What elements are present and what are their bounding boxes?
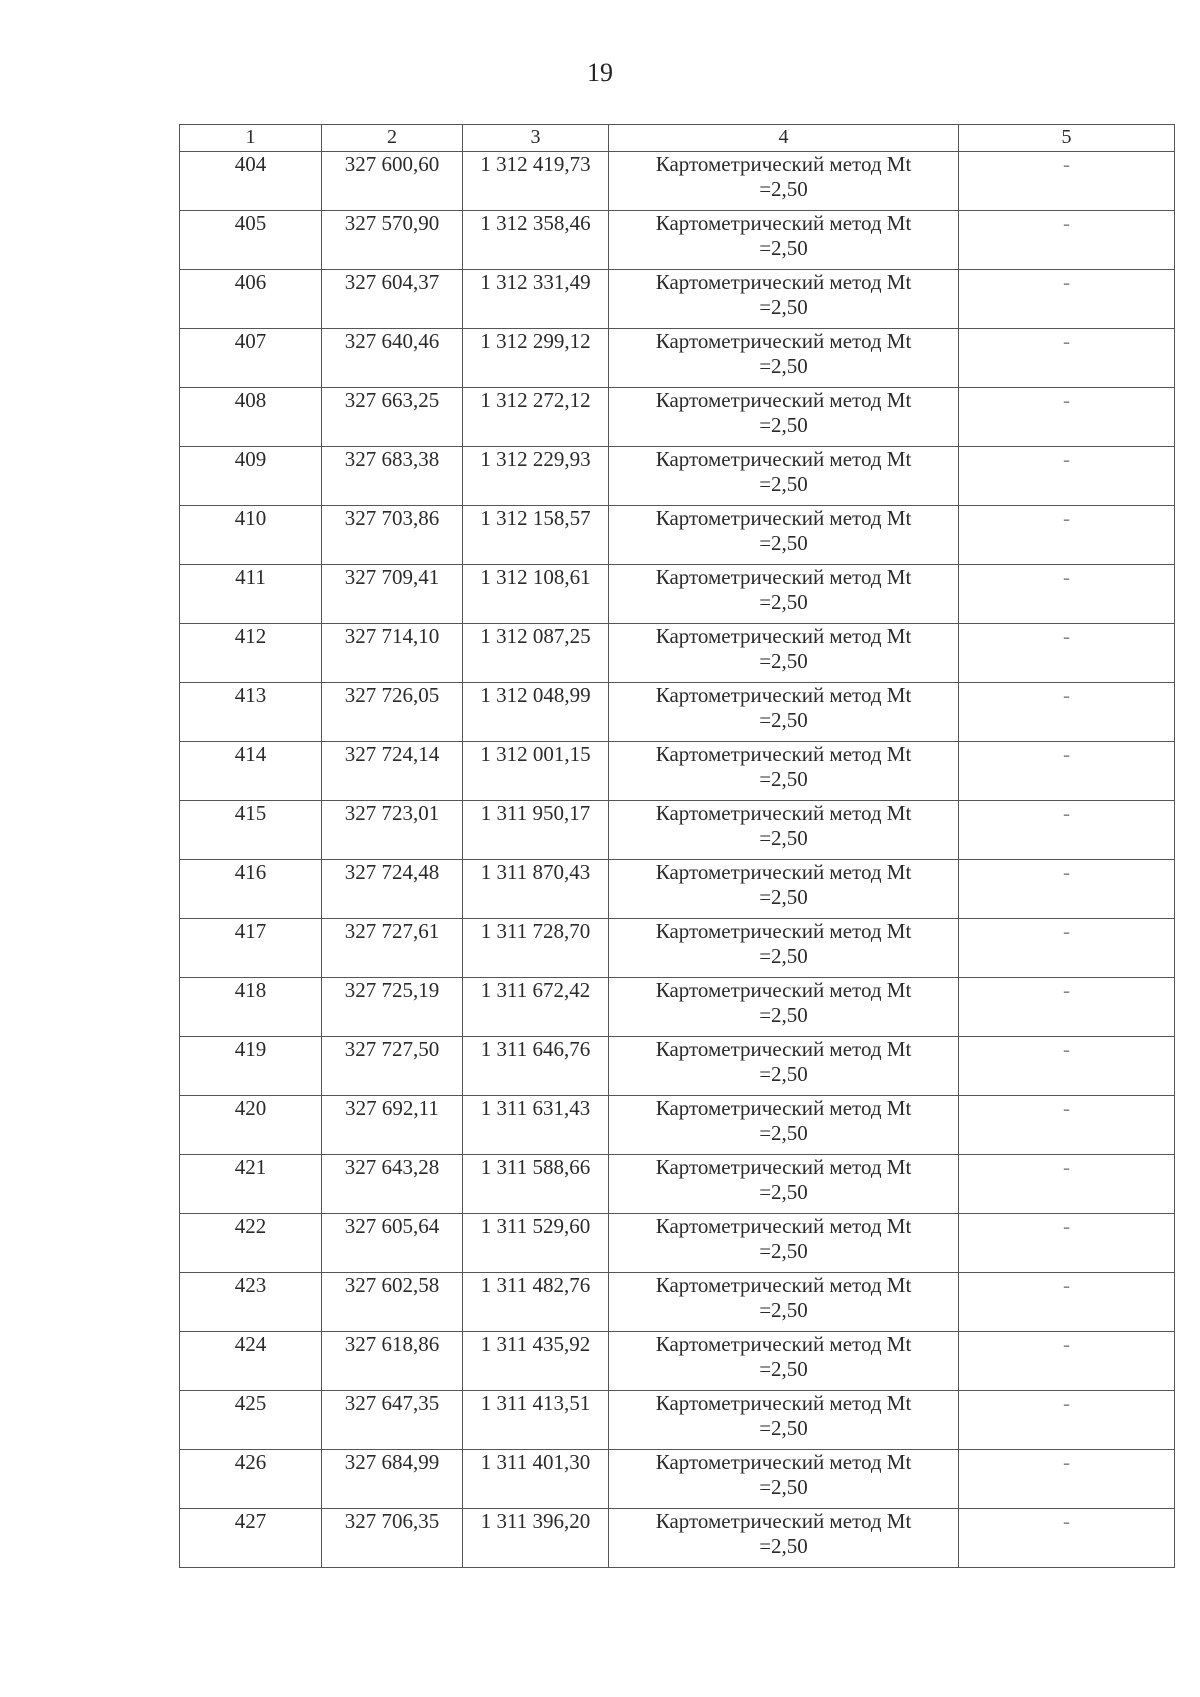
note-cell: - [959, 1037, 1175, 1096]
y-coordinate-cell: 1 312 358,46 [463, 211, 609, 270]
method-accuracy: =2,50 [759, 472, 808, 496]
x-coordinate-cell: 327 684,99 [322, 1450, 463, 1509]
x-coordinate-cell: 327 683,38 [322, 447, 463, 506]
header-col-3: 3 [463, 125, 609, 152]
method-text: Картометрический метод Mt [655, 919, 912, 943]
table-row [180, 388, 1175, 447]
method-text: Картометрический метод Mt [655, 1273, 912, 1297]
method-text: Картометрический метод Mt [655, 211, 912, 235]
method-text: Картометрический метод Mt [655, 447, 912, 471]
method-text: Картометрический метод Mt [655, 152, 912, 176]
point-number-cell: 411 [180, 565, 322, 624]
point-number-cell: 420 [180, 1096, 322, 1155]
x-coordinate-cell: 327 605,64 [322, 1214, 463, 1273]
y-coordinate-cell: 1 312 272,12 [463, 388, 609, 447]
x-coordinate-cell: 327 604,37 [322, 270, 463, 329]
note-cell: - [959, 683, 1175, 742]
method-text: Картометрический метод Mt [655, 1214, 912, 1238]
page-number: 19 [587, 58, 613, 87]
note-cell: - [959, 447, 1175, 506]
table-row [180, 742, 1175, 801]
method-text: Картометрический метод Mt [655, 624, 912, 648]
y-coordinate-cell: 1 311 870,43 [463, 860, 609, 919]
y-coordinate-cell: 1 312 087,25 [463, 624, 609, 683]
note-cell: - [959, 1450, 1175, 1509]
method-cell [609, 860, 959, 919]
point-number-cell: 409 [180, 447, 322, 506]
point-number-cell: 425 [180, 1391, 322, 1450]
method-text: Картометрический метод Mt [655, 801, 912, 825]
y-coordinate-cell: 1 311 588,66 [463, 1155, 609, 1214]
header-col-4: 4 [609, 125, 959, 152]
method-accuracy: =2,50 [759, 944, 808, 968]
x-coordinate-cell: 327 640,46 [322, 329, 463, 388]
y-coordinate-cell: 1 311 529,60 [463, 1214, 609, 1273]
method-cell [609, 211, 959, 270]
method-text: Картометрический метод Mt [655, 1391, 912, 1415]
method-cell [609, 270, 959, 329]
y-coordinate-cell: 1 312 048,99 [463, 683, 609, 742]
table-row [180, 506, 1175, 565]
table-row [180, 329, 1175, 388]
note-cell: - [959, 1391, 1175, 1450]
x-coordinate-cell: 327 600,60 [322, 152, 463, 211]
table-row [180, 1214, 1175, 1273]
method-accuracy: =2,50 [759, 885, 808, 909]
point-number-cell: 408 [180, 388, 322, 447]
method-text: Картометрический метод Mt [655, 978, 912, 1002]
y-coordinate-cell: 1 312 299,12 [463, 329, 609, 388]
point-number-cell: 404 [180, 152, 322, 211]
method-cell [609, 801, 959, 860]
method-cell [609, 565, 959, 624]
y-coordinate-cell: 1 311 482,76 [463, 1273, 609, 1332]
point-number-cell: 407 [180, 329, 322, 388]
method-cell [609, 978, 959, 1037]
x-coordinate-cell: 327 570,90 [322, 211, 463, 270]
y-coordinate-cell: 1 311 413,51 [463, 1391, 609, 1450]
y-coordinate-cell: 1 312 419,73 [463, 152, 609, 211]
method-cell [609, 1332, 959, 1391]
y-coordinate-cell: 1 312 158,57 [463, 506, 609, 565]
method-text: Картометрический метод Mt [655, 506, 912, 530]
x-coordinate-cell: 327 618,86 [322, 1332, 463, 1391]
note-cell: - [959, 506, 1175, 565]
method-accuracy: =2,50 [759, 649, 808, 673]
y-coordinate-cell: 1 312 001,15 [463, 742, 609, 801]
method-accuracy: =2,50 [759, 1416, 808, 1440]
table-row [180, 1391, 1175, 1450]
x-coordinate-cell: 327 714,10 [322, 624, 463, 683]
table-row [180, 152, 1175, 211]
y-coordinate-cell: 1 311 396,20 [463, 1509, 609, 1568]
method-cell [609, 1450, 959, 1509]
x-coordinate-cell: 327 723,01 [322, 801, 463, 860]
note-cell: - [959, 742, 1175, 801]
method-accuracy: =2,50 [759, 354, 808, 378]
method-accuracy: =2,50 [759, 1298, 808, 1322]
method-text: Картометрический метод Mt [655, 270, 912, 294]
coordinates-table [179, 124, 1175, 1568]
note-cell: - [959, 624, 1175, 683]
y-coordinate-cell: 1 311 672,42 [463, 978, 609, 1037]
method-accuracy: =2,50 [759, 1534, 808, 1558]
y-coordinate-cell: 1 311 435,92 [463, 1332, 609, 1391]
method-cell [609, 1509, 959, 1568]
point-number-cell: 427 [180, 1509, 322, 1568]
x-coordinate-cell: 327 703,86 [322, 506, 463, 565]
y-coordinate-cell: 1 311 631,43 [463, 1096, 609, 1155]
method-accuracy: =2,50 [759, 413, 808, 437]
x-coordinate-cell: 327 602,58 [322, 1273, 463, 1332]
method-cell [609, 1096, 959, 1155]
point-number-cell: 412 [180, 624, 322, 683]
table-row [180, 1332, 1175, 1391]
method-text: Картометрический метод Mt [655, 329, 912, 353]
y-coordinate-cell: 1 312 108,61 [463, 565, 609, 624]
point-number-cell: 418 [180, 978, 322, 1037]
table-row [180, 1509, 1175, 1568]
method-accuracy: =2,50 [759, 1062, 808, 1086]
point-number-cell: 415 [180, 801, 322, 860]
method-cell [609, 506, 959, 565]
note-cell: - [959, 1155, 1175, 1214]
method-text: Картометрический метод Mt [655, 1332, 912, 1356]
method-cell [609, 624, 959, 683]
method-text: Картометрический метод Mt [655, 1509, 912, 1533]
point-number-cell: 414 [180, 742, 322, 801]
point-number-cell: 423 [180, 1273, 322, 1332]
note-cell: - [959, 565, 1175, 624]
method-accuracy: =2,50 [759, 531, 808, 555]
method-text: Картометрический метод Mt [655, 565, 912, 589]
x-coordinate-cell: 327 647,35 [322, 1391, 463, 1450]
method-cell [609, 152, 959, 211]
method-cell [609, 388, 959, 447]
y-coordinate-cell: 1 312 331,49 [463, 270, 609, 329]
y-coordinate-cell: 1 311 646,76 [463, 1037, 609, 1096]
method-accuracy: =2,50 [759, 1357, 808, 1381]
table-row [180, 270, 1175, 329]
note-cell: - [959, 1332, 1175, 1391]
table-row [180, 860, 1175, 919]
point-number-cell: 426 [180, 1450, 322, 1509]
method-accuracy: =2,50 [759, 295, 808, 319]
table-row [180, 919, 1175, 978]
table-header-row [180, 125, 1175, 152]
table-row [180, 801, 1175, 860]
table-row [180, 978, 1175, 1037]
method-text: Картометрический метод Mt [655, 742, 912, 766]
y-coordinate-cell: 1 311 728,70 [463, 919, 609, 978]
y-coordinate-cell: 1 311 401,30 [463, 1450, 609, 1509]
note-cell: - [959, 1096, 1175, 1155]
header-col-1: 1 [180, 125, 322, 152]
point-number-cell: 419 [180, 1037, 322, 1096]
x-coordinate-cell: 327 725,19 [322, 978, 463, 1037]
method-cell [609, 1155, 959, 1214]
point-number-cell: 424 [180, 1332, 322, 1391]
x-coordinate-cell: 327 709,41 [322, 565, 463, 624]
method-text: Картометрический метод Mt [655, 683, 912, 707]
x-coordinate-cell: 327 663,25 [322, 388, 463, 447]
table-row [180, 683, 1175, 742]
method-cell [609, 1037, 959, 1096]
method-cell [609, 1214, 959, 1273]
method-cell [609, 447, 959, 506]
table-row [180, 1155, 1175, 1214]
point-number-cell: 421 [180, 1155, 322, 1214]
x-coordinate-cell: 327 726,05 [322, 683, 463, 742]
method-cell [609, 329, 959, 388]
table-row [180, 624, 1175, 683]
x-coordinate-cell: 327 692,11 [322, 1096, 463, 1155]
method-accuracy: =2,50 [759, 236, 808, 260]
header-col-2: 2 [322, 125, 463, 152]
method-accuracy: =2,50 [759, 1475, 808, 1499]
note-cell: - [959, 801, 1175, 860]
point-number-cell: 416 [180, 860, 322, 919]
note-cell: - [959, 860, 1175, 919]
table-row [180, 211, 1175, 270]
y-coordinate-cell: 1 312 229,93 [463, 447, 609, 506]
method-accuracy: =2,50 [759, 826, 808, 850]
method-cell [609, 1273, 959, 1332]
table-row [180, 1037, 1175, 1096]
table-row [180, 565, 1175, 624]
x-coordinate-cell: 327 643,28 [322, 1155, 463, 1214]
note-cell: - [959, 1214, 1175, 1273]
method-text: Картометрический метод Mt [655, 1450, 912, 1474]
x-coordinate-cell: 327 727,50 [322, 1037, 463, 1096]
method-accuracy: =2,50 [759, 590, 808, 614]
method-text: Картометрический метод Mt [655, 1155, 912, 1179]
method-accuracy: =2,50 [759, 1003, 808, 1027]
point-number-cell: 410 [180, 506, 322, 565]
method-cell [609, 919, 959, 978]
method-accuracy: =2,50 [759, 1121, 808, 1145]
table-row [180, 447, 1175, 506]
note-cell: - [959, 1509, 1175, 1568]
x-coordinate-cell: 327 727,61 [322, 919, 463, 978]
note-cell: - [959, 1273, 1175, 1332]
point-number-cell: 422 [180, 1214, 322, 1273]
point-number-cell: 417 [180, 919, 322, 978]
note-cell: - [959, 211, 1175, 270]
y-coordinate-cell: 1 311 950,17 [463, 801, 609, 860]
point-number-cell: 406 [180, 270, 322, 329]
note-cell: - [959, 329, 1175, 388]
method-cell [609, 683, 959, 742]
note-cell: - [959, 978, 1175, 1037]
method-cell [609, 742, 959, 801]
x-coordinate-cell: 327 706,35 [322, 1509, 463, 1568]
note-cell: - [959, 270, 1175, 329]
table-row [180, 1096, 1175, 1155]
method-accuracy: =2,50 [759, 1180, 808, 1204]
x-coordinate-cell: 327 724,14 [322, 742, 463, 801]
method-text: Картометрический метод Mt [655, 388, 912, 412]
method-cell [609, 1391, 959, 1450]
method-text: Картометрический метод Mt [655, 1037, 912, 1061]
point-number-cell: 413 [180, 683, 322, 742]
method-accuracy: =2,50 [759, 708, 808, 732]
point-number-cell: 405 [180, 211, 322, 270]
table-row [180, 1450, 1175, 1509]
note-cell: - [959, 919, 1175, 978]
method-text: Картометрический метод Mt [655, 1096, 912, 1120]
note-cell: - [959, 388, 1175, 447]
x-coordinate-cell: 327 724,48 [322, 860, 463, 919]
table-row [180, 1273, 1175, 1332]
method-accuracy: =2,50 [759, 767, 808, 791]
method-accuracy: =2,50 [759, 177, 808, 201]
note-cell: - [959, 152, 1175, 211]
table-body [180, 152, 1175, 1568]
method-accuracy: =2,50 [759, 1239, 808, 1263]
header-col-5: 5 [959, 125, 1175, 152]
method-text: Картометрический метод Mt [655, 860, 912, 884]
